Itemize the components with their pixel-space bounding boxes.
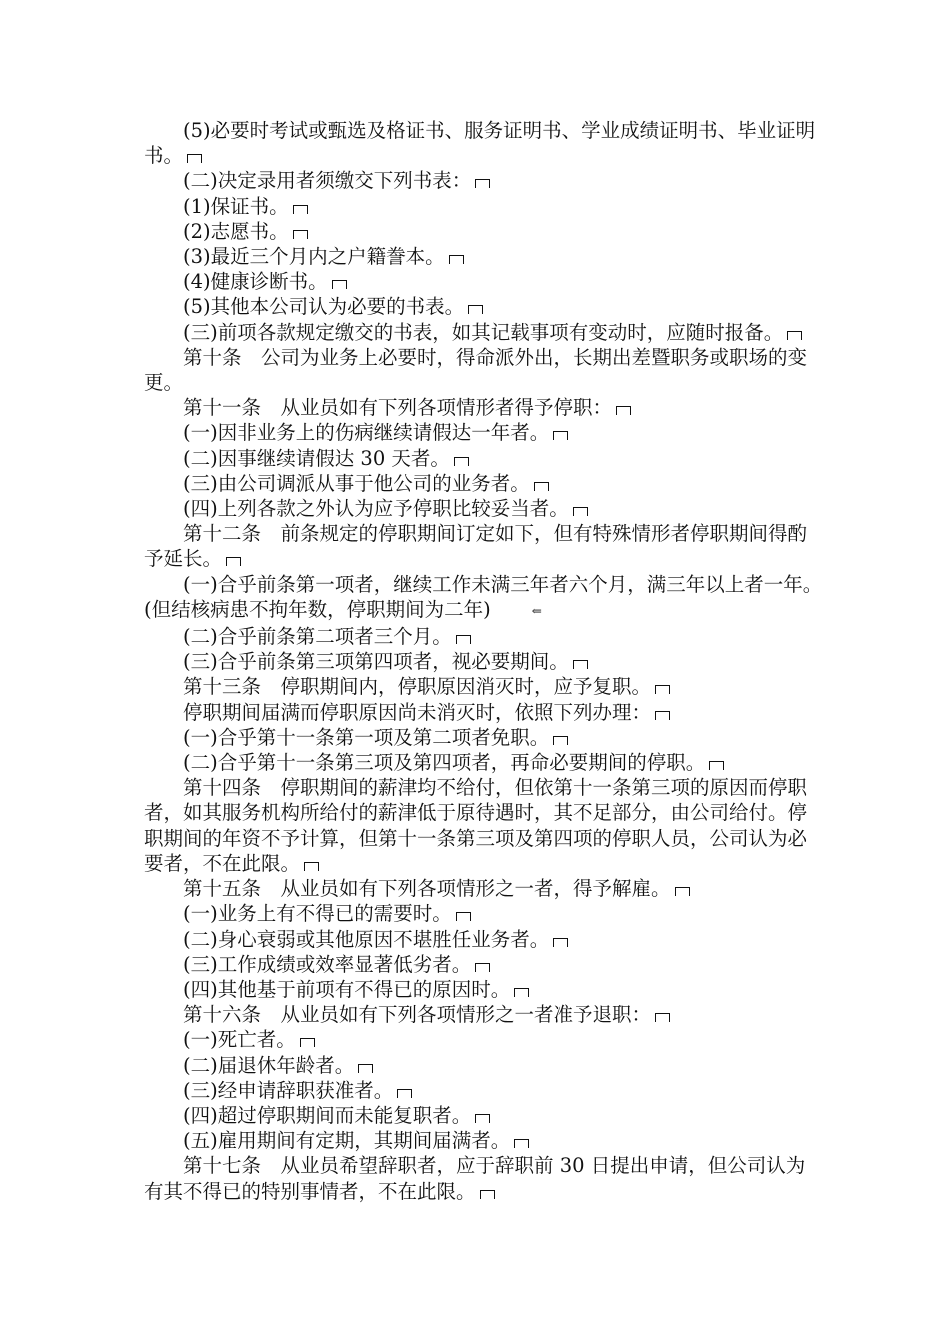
paragraph-mark-icon (514, 1139, 529, 1148)
paragraph-mark-icon (293, 205, 308, 214)
paragraph (144, 1002, 824, 1027)
paragraph (144, 649, 824, 674)
paragraph-text: (三)工作成绩或效率显著低劣者。 (183, 952, 472, 976)
paragraph (144, 1153, 824, 1203)
paragraph-text: (二)身心衰弱或其他原因不堪胜任业务者。 (183, 927, 550, 951)
paragraph-mark-icon (787, 331, 802, 340)
paragraph-mark-icon (397, 1089, 412, 1098)
paragraph-text: (5)其他本公司认为必要的书表。 (183, 295, 465, 319)
paragraph-text: (二)决定录用者须缴交下列书表： (183, 169, 472, 193)
paragraph-mark-icon (293, 230, 308, 239)
paragraph (144, 496, 824, 521)
paragraph-mark-icon (655, 711, 670, 720)
paragraph-mark-icon (573, 660, 588, 669)
paragraph-mark-icon (300, 1038, 315, 1047)
paragraph (144, 952, 824, 977)
paragraph (144, 244, 824, 269)
paragraph (144, 1103, 824, 1128)
paragraph-mark-icon (475, 963, 490, 972)
paragraph-mark-icon (358, 1064, 373, 1073)
paragraph (144, 345, 824, 395)
paragraph-mark-icon (534, 482, 549, 491)
paragraph-mark-icon (454, 457, 469, 466)
paragraph-text: (4)健康诊断书。 (183, 270, 328, 294)
paragraph-mark-icon (456, 912, 471, 921)
paragraph (144, 1027, 824, 1052)
paragraph-text: (三)合乎前条第三项第四项者，视必要期间。 (183, 650, 569, 674)
paragraph-mark-icon (226, 557, 241, 566)
paragraph-text: 第十四条 停职期间的薪津均不给付，但依第十一条第三项的原因而停职者，如其服务机构所给付的薪津低于原待遇时，其不足部分，由公司给付。停职期间的年资不予计算，但第十一条第三项及第四项的停职人员，公司认为必要者，不在此限。 (144, 776, 808, 875)
paragraph-text: (四)超过停职期间而未能复职者。 (183, 1103, 472, 1127)
paragraph-mark-icon (616, 406, 631, 415)
paragraph-mark-icon (709, 761, 724, 770)
paragraph (144, 118, 824, 168)
paragraph-text: (一)业务上有不得已的需要时。 (183, 902, 452, 926)
paragraph (144, 927, 824, 952)
paragraph-text: (二)届退休年龄者。 (183, 1053, 355, 1077)
paragraph-text: (1)保证书。 (183, 194, 289, 218)
paragraph (144, 674, 824, 699)
paragraph-text: (一)因非业务上的伤病继续请假达一年者。 (183, 421, 550, 445)
paragraph (144, 269, 824, 294)
paragraph-text: 第十条 公司为业务上必要时，得命派外出，长期出差暨职务或职场的变更。 (144, 345, 808, 395)
paragraph-text: (2)志愿书。 (183, 219, 289, 243)
paragraph-text: 停职期间届满而停职原因尚未消灭时，依照下列办理： (183, 700, 652, 724)
paragraph-mark-icon (304, 862, 319, 871)
paragraph (144, 572, 824, 624)
paragraph-text: (5)必要时考试或甄选及格证书、服务证明书、学业成绩证明书、毕业证明书。 (144, 119, 816, 168)
paragraph-mark-icon (332, 280, 347, 289)
paragraph-mark-icon (468, 305, 483, 314)
paragraph (144, 901, 824, 926)
paragraph (144, 750, 824, 775)
paragraph-text: (一)死亡者。 (183, 1028, 296, 1052)
paragraph-text: (二)因事继续请假达 30 天者。 (183, 446, 450, 470)
paragraph-text: (四)上列各款之外认为应予停职比较妥当者。 (183, 497, 569, 521)
paragraph-mark-icon (187, 154, 202, 163)
paragraph-mark-icon (456, 635, 471, 644)
paragraph-text: 第十七条 从业员希望辞职者，应于辞职前 30 日提出申请，但公司认为有其不得已的特别事情者，不在此限。 (144, 1154, 806, 1203)
paragraph-text: (3)最近三个月内之户籍誊本。 (183, 245, 445, 269)
paragraph-mark-icon (475, 179, 490, 188)
line-break-mark-icon: ⇐ (531, 603, 542, 618)
paragraph (144, 1078, 824, 1103)
paragraph (144, 700, 824, 725)
paragraph-text: (一)合乎第十一条第一项及第二项者免职。 (183, 725, 550, 749)
paragraph-mark-icon (514, 988, 529, 997)
paragraph (144, 294, 824, 319)
paragraph-mark-icon (573, 507, 588, 516)
document-body (144, 118, 824, 1204)
paragraph (144, 320, 824, 345)
paragraph-text: (五)雇用期间有定期，其期间届满者。 (183, 1129, 511, 1153)
paragraph (144, 521, 824, 571)
paragraph (144, 446, 824, 471)
paragraph-text: 第十一条 从业员如有下列各项情形者得予停职： (183, 396, 613, 420)
paragraph-mark-icon (675, 887, 690, 896)
paragraph-text: 第十二条 前条规定的停职期间订定如下，但有特殊情形者停职期间得酌予延长。 (144, 522, 808, 571)
paragraph (144, 775, 824, 876)
paragraph (144, 876, 824, 901)
paragraph-text: (一)合乎前条第一项者，继续工作未满三年者六个月，满三年以上者一年。(但结核病患不拘年数，停职期间为二年) (144, 572, 823, 621)
paragraph-text: (四)其他基于前项有不得已的原因时。 (183, 977, 511, 1001)
paragraph (144, 624, 824, 649)
paragraph (144, 219, 824, 244)
paragraph-mark-icon (480, 1190, 495, 1199)
paragraph-mark-icon (553, 736, 568, 745)
paragraph (144, 725, 824, 750)
paragraph (144, 194, 824, 219)
paragraph (144, 1128, 824, 1153)
paragraph-text: (三)经申请辞职获准者。 (183, 1078, 394, 1102)
paragraph (144, 420, 824, 445)
paragraph-mark-icon (449, 255, 464, 264)
paragraph-text: 第十三条 停职期间内，停职原因消灭时，应予复职。 (183, 675, 652, 699)
paragraph-text: (二)合乎前条第二项者三个月。 (183, 625, 452, 649)
paragraph (144, 168, 824, 193)
paragraph-mark-icon (655, 1013, 670, 1022)
paragraph-mark-icon (475, 1114, 490, 1123)
paragraph-text: (三)由公司调派从事于他公司的业务者。 (183, 471, 530, 495)
paragraph-text: 第十六条 从业员如有下列各项情形之一者准予退职： (183, 1003, 652, 1027)
paragraph (144, 977, 824, 1002)
paragraph (144, 471, 824, 496)
paragraph-mark-icon (553, 938, 568, 947)
paragraph-mark-icon (553, 431, 568, 440)
paragraph (144, 395, 824, 420)
paragraph (144, 1053, 824, 1078)
paragraph-text: (三)前项各款规定缴交的书表，如其记载事项有变动时，应随时报备。 (183, 320, 784, 344)
paragraph-mark-icon (655, 685, 670, 694)
paragraph-text: 第十五条 从业员如有下列各项情形之一者，得予解雇。 (183, 877, 671, 901)
paragraph-text: (二)合乎第十一条第三项及第四项者，再命必要期间的停职。 (183, 751, 706, 775)
